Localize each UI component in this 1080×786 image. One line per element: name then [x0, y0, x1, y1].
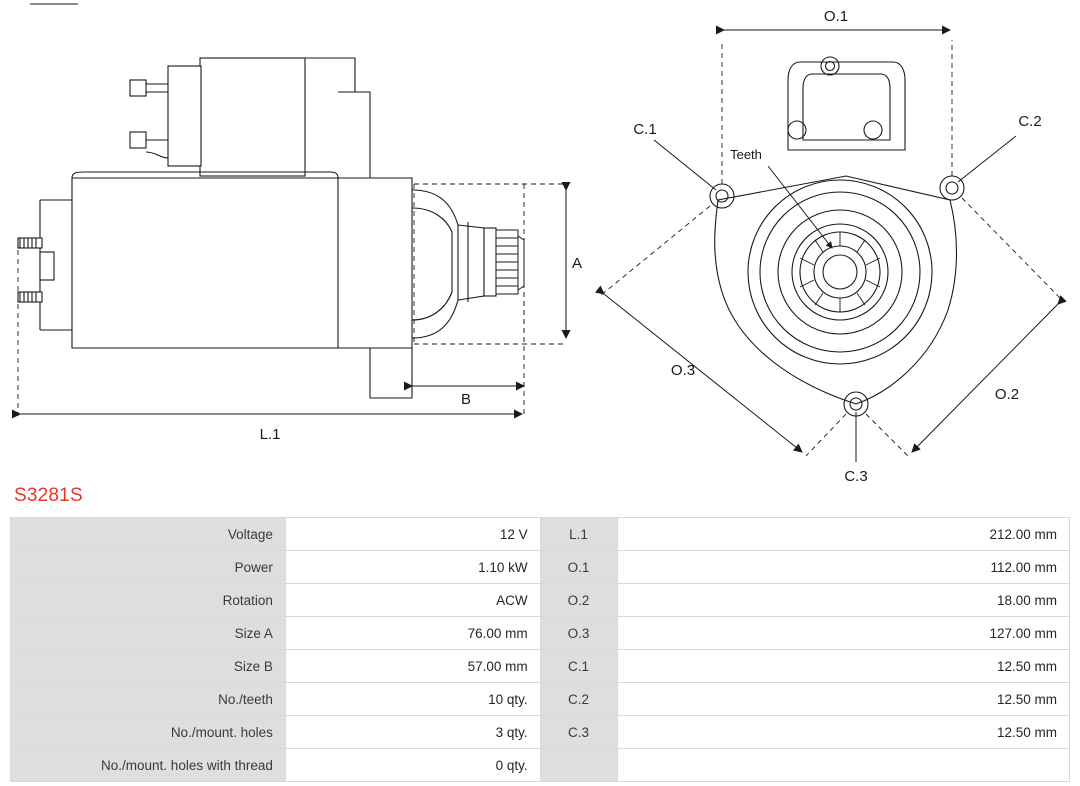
- dim-label-b: B: [460, 391, 472, 408]
- spec-value: 10 qty.: [285, 683, 540, 716]
- spec-value-2: 212.00 mm: [617, 518, 1069, 551]
- spec-key-2: O.1: [540, 551, 617, 584]
- spec-value: 57.00 mm: [285, 650, 540, 683]
- table-row: [11, 716, 1070, 749]
- spec-key: Size A: [11, 617, 286, 650]
- specification-table: [10, 517, 1070, 782]
- dim-label-c1: C.1: [633, 121, 657, 138]
- starter-front-view: [600, 30, 1062, 462]
- spec-key: No./mount. holes with thread: [11, 749, 286, 782]
- spec-value: 1.10 kW: [285, 551, 540, 584]
- spec-key: No./mount. holes: [11, 716, 286, 749]
- spec-key-2: C.2: [540, 683, 617, 716]
- spec-key-2: L.1: [540, 518, 617, 551]
- dim-label-o1: O.1: [823, 8, 849, 25]
- table-row: [11, 617, 1070, 650]
- dim-label-a: A: [571, 255, 583, 272]
- starter-side-view: [18, 4, 566, 416]
- dim-label-o3: O.3: [670, 362, 696, 379]
- teeth-label: Teeth: [730, 147, 762, 162]
- spec-key: Rotation: [11, 584, 286, 617]
- spec-key-2-empty: [540, 749, 617, 782]
- spec-value: ACW: [285, 584, 540, 617]
- spec-key-2: O.2: [540, 584, 617, 617]
- spec-key: No./teeth: [11, 683, 286, 716]
- spec-value-2: 112.00 mm: [617, 551, 1069, 584]
- dim-label-o2: O.2: [994, 386, 1020, 403]
- table-row: [11, 650, 1070, 683]
- spec-key: Size B: [11, 650, 286, 683]
- spec-key-2: O.3: [540, 617, 617, 650]
- spec-value: 3 qty.: [285, 716, 540, 749]
- spec-key-2: C.1: [540, 650, 617, 683]
- spec-key: Voltage: [11, 518, 286, 551]
- spec-value: 12 V: [285, 518, 540, 551]
- table-row: [11, 683, 1070, 716]
- spec-value-2: 18.00 mm: [617, 584, 1069, 617]
- spec-value-2: 12.50 mm: [617, 650, 1069, 683]
- dim-label-c2: C.2: [1018, 113, 1042, 130]
- spec-key-2: C.3: [540, 716, 617, 749]
- table-row: [11, 584, 1070, 617]
- spec-value: 76.00 mm: [285, 617, 540, 650]
- table-row: [11, 749, 1070, 782]
- spec-value-2: 12.50 mm: [617, 716, 1069, 749]
- spec-value-2-empty: [617, 749, 1069, 782]
- spec-value-2: 12.50 mm: [617, 683, 1069, 716]
- dim-label-l1: L.1: [259, 426, 281, 443]
- spec-key: Power: [11, 551, 286, 584]
- table-row: [11, 518, 1070, 551]
- spec-value: 0 qty.: [285, 749, 540, 782]
- spec-value-2: 127.00 mm: [617, 617, 1069, 650]
- part-number: S3281S: [14, 485, 83, 506]
- table-row: [11, 551, 1070, 584]
- dim-label-c3: C.3: [844, 468, 868, 485]
